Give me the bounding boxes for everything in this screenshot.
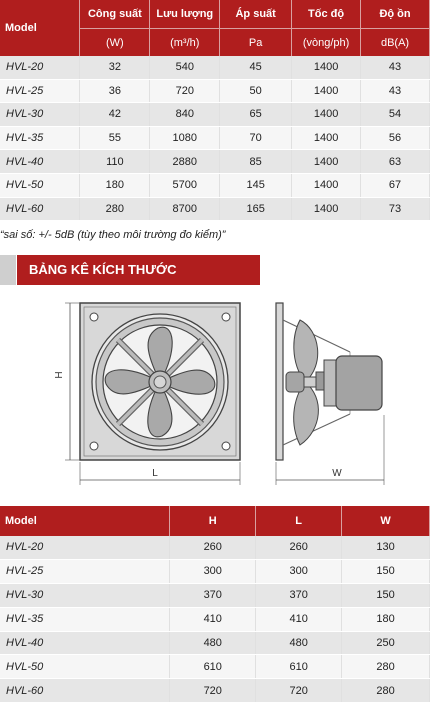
tolerance-note: “sai số: +/- 5dB (tùy theo môi trường đo kiểm)”: [0, 229, 226, 241]
cell-speed: 1400: [292, 79, 361, 103]
cell-l: 610: [256, 655, 342, 679]
table-row: [0, 103, 430, 127]
cell-w: 130: [342, 536, 430, 559]
cell-pressure: 85: [220, 150, 292, 174]
banner-accent-bar: [0, 255, 16, 285]
unit-pressure: Pa: [220, 29, 292, 57]
cell-l: 720: [256, 679, 342, 703]
height-dimension: [54, 303, 80, 460]
table-row: [0, 655, 430, 679]
table-row: [0, 559, 430, 583]
width-dimension: [276, 415, 384, 485]
unit-airflow: (m³/h): [150, 29, 220, 57]
table-row: [0, 56, 430, 79]
cell-w: 150: [342, 559, 430, 583]
header-model: Model: [0, 506, 170, 536]
cell-noise: 63: [361, 150, 430, 174]
cell-speed: 1400: [292, 173, 361, 197]
cell-noise: 56: [361, 126, 430, 150]
cell-w: 250: [342, 631, 430, 655]
cell-airflow: 5700: [150, 173, 220, 197]
cell-airflow: 720: [150, 79, 220, 103]
fan-side-view: [276, 303, 382, 460]
cell-model: HVL-40: [0, 631, 170, 655]
cell-airflow: 540: [150, 56, 220, 79]
cell-l: 370: [256, 583, 342, 607]
table-row: [0, 173, 430, 197]
cell-pressure: 70: [220, 126, 292, 150]
cell-model: HVL-40: [0, 150, 80, 174]
table-row: [0, 631, 430, 655]
cell-power: 36: [80, 79, 150, 103]
cell-l: 480: [256, 631, 342, 655]
cell-noise: 67: [361, 173, 430, 197]
cell-pressure: 50: [220, 79, 292, 103]
cell-w: 150: [342, 583, 430, 607]
header-noise: Độ ồn: [361, 0, 430, 29]
cell-airflow: 8700: [150, 197, 220, 221]
cell-h: 410: [170, 607, 256, 631]
header-pressure: Áp suất: [220, 0, 292, 29]
cell-pressure: 65: [220, 103, 292, 127]
table-row: [0, 197, 430, 221]
table-row: [0, 679, 430, 703]
header-model: Model: [0, 0, 80, 56]
cell-power: 32: [80, 56, 150, 79]
header-speed: Tốc độ: [292, 0, 361, 29]
cell-speed: 1400: [292, 150, 361, 174]
label-l: L: [152, 468, 158, 479]
header-power: Công suất: [80, 0, 150, 29]
header-w: W: [342, 506, 430, 536]
cell-model: HVL-25: [0, 559, 170, 583]
cell-l: 300: [256, 559, 342, 583]
cell-pressure: 45: [220, 56, 292, 79]
label-h: H: [54, 371, 65, 379]
cell-h: 300: [170, 559, 256, 583]
cell-airflow: 1080: [150, 126, 220, 150]
cell-power: 55: [80, 126, 150, 150]
unit-speed: (vòng/ph): [292, 29, 361, 57]
table-row: [0, 126, 430, 150]
table-row: [0, 607, 430, 631]
cell-pressure: 165: [220, 197, 292, 221]
cell-h: 260: [170, 536, 256, 559]
cell-model: HVL-30: [0, 583, 170, 607]
cell-h: 720: [170, 679, 256, 703]
cell-l: 260: [256, 536, 342, 559]
dimension-table: [0, 506, 430, 703]
cell-model: HVL-20: [0, 56, 80, 79]
cell-airflow: 840: [150, 103, 220, 127]
cell-w: 280: [342, 679, 430, 703]
cell-speed: 1400: [292, 126, 361, 150]
cell-speed: 1400: [292, 56, 361, 79]
cell-speed: 1400: [292, 197, 361, 221]
cell-w: 280: [342, 655, 430, 679]
table-row: [0, 583, 430, 607]
cell-power: 110: [80, 150, 150, 174]
cell-l: 410: [256, 607, 342, 631]
cell-model: HVL-35: [0, 126, 80, 150]
fan-dimension-diagram: [0, 290, 430, 490]
label-w: W: [332, 468, 342, 479]
table-row: [0, 150, 430, 174]
cell-power: 180: [80, 173, 150, 197]
fan-front-view: [80, 303, 240, 460]
length-dimension: [80, 462, 240, 485]
cell-h: 610: [170, 655, 256, 679]
table-row: [0, 79, 430, 103]
cell-noise: 43: [361, 79, 430, 103]
cell-noise: 43: [361, 56, 430, 79]
unit-noise: dB(A): [361, 29, 430, 57]
unit-power: (W): [80, 29, 150, 57]
performance-table: [0, 0, 430, 221]
cell-noise: 54: [361, 103, 430, 127]
cell-speed: 1400: [292, 103, 361, 127]
cell-h: 370: [170, 583, 256, 607]
cell-model: HVL-25: [0, 79, 80, 103]
cell-pressure: 145: [220, 173, 292, 197]
cell-model: HVL-30: [0, 103, 80, 127]
cell-power: 280: [80, 197, 150, 221]
header-airflow: Lưu lượng: [150, 0, 220, 29]
section-banner: [0, 255, 260, 285]
cell-power: 42: [80, 103, 150, 127]
cell-model: HVL-60: [0, 679, 170, 703]
cell-h: 480: [170, 631, 256, 655]
section-title: BẢNG KÊ KÍCH THƯỚC: [17, 255, 260, 285]
cell-model: HVL-60: [0, 197, 80, 221]
header-l: L: [256, 506, 342, 536]
cell-noise: 73: [361, 197, 430, 221]
table-row: [0, 536, 430, 559]
cell-model: HVL-35: [0, 607, 170, 631]
cell-model: HVL-20: [0, 536, 170, 559]
header-h: H: [170, 506, 256, 536]
cell-airflow: 2880: [150, 150, 220, 174]
cell-w: 180: [342, 607, 430, 631]
cell-model: HVL-50: [0, 655, 170, 679]
cell-model: HVL-50: [0, 173, 80, 197]
